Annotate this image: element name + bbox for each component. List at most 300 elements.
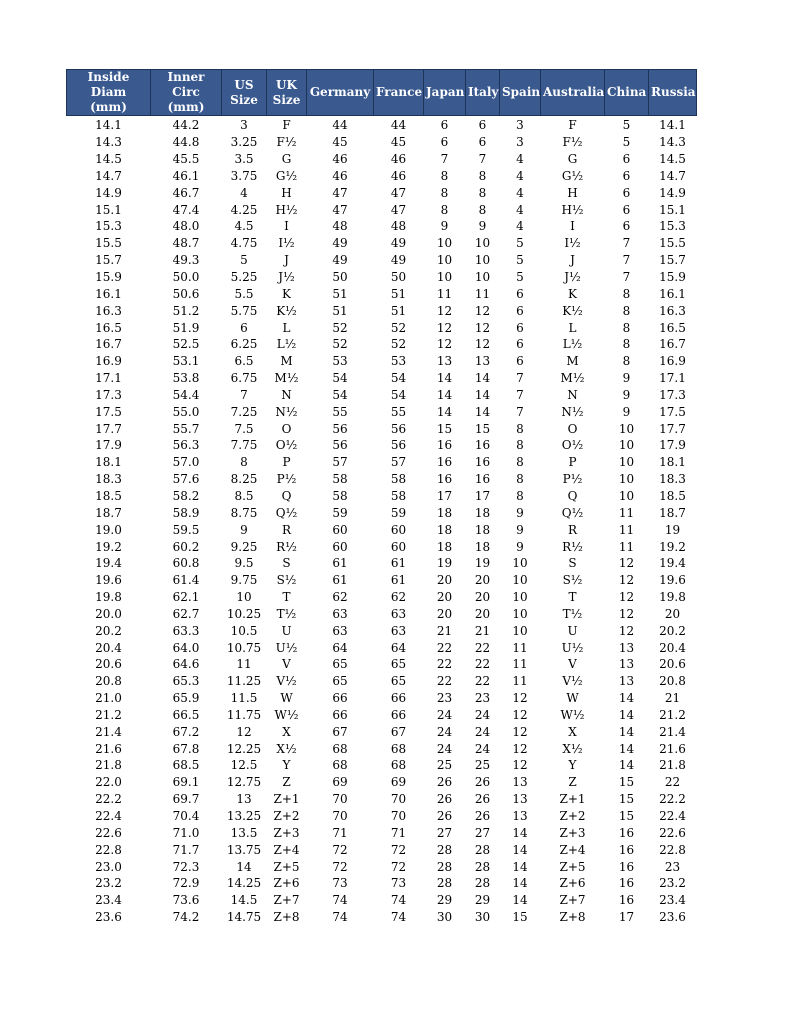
table-cell: 16 [618,893,635,908]
table-cell: 64 [332,640,348,655]
column-header-label: Japan [426,85,465,99]
table-cell: 14 [436,387,453,402]
table-row [67,538,697,555]
table-cell: 8 [516,488,524,503]
table-cell: 10 [436,253,453,268]
table-cell: 20.8 [95,674,122,689]
table-cell: 7 [240,387,248,402]
table-cell: 71 [390,825,407,840]
table-cell: L½ [276,337,297,352]
table-cell: S½ [562,573,583,588]
table-cell: 25 [474,758,491,773]
table-cell: 15.9 [659,270,686,285]
table-cell: 66.5 [172,707,200,722]
table-cell: 5 [516,253,524,268]
table-cell: 18 [436,539,453,554]
table-cell: 16 [436,472,453,487]
table-cell: 21.8 [659,758,686,773]
table-cell: 21.0 [95,691,122,706]
table-cell: N [567,387,578,402]
table-cell: 68.5 [172,758,200,773]
table-cell: 19.6 [659,573,686,588]
table-cell: 72.3 [172,859,200,874]
table-cell: 17 [474,488,491,503]
table-cell: 61.4 [172,573,200,588]
table-cell: 70 [332,809,348,824]
table-cell: 5 [240,253,248,268]
table-cell: 55 [332,404,348,419]
table-cell: 50 [332,270,348,285]
table-cell: 72 [390,859,407,874]
table-cell: 63.3 [172,623,200,638]
table-row [67,201,697,218]
table-cell: 12 [618,556,635,571]
table-cell: 23 [664,859,681,874]
table-cell: 21.2 [659,707,686,722]
table-cell: 68 [332,741,348,756]
table-cell: 58.9 [172,505,200,520]
table-cell: 18 [474,522,491,537]
table-cell: Z+7 [559,893,586,908]
table-cell: 7 [516,371,524,386]
table-cell: 8.75 [230,505,258,520]
table-cell: 22 [436,640,453,655]
table-cell: Z+1 [273,792,300,807]
column-header-label: Russia [651,85,696,99]
table-cell: W [280,691,293,706]
table-cell: 11 [512,674,528,689]
table-cell: 3.25 [230,135,258,150]
table-cell: 19.6 [95,573,122,588]
table-cell: 56 [332,421,348,436]
table-cell: 13 [436,354,453,369]
table-cell: 16 [436,438,453,453]
table-cell: 69.1 [172,775,200,790]
table-cell: 28 [474,859,491,874]
table-cell: 72 [332,859,348,874]
table-cell: 52 [390,337,407,352]
table-cell: 71 [332,825,348,840]
table-cell: 27 [474,825,491,840]
table-cell: V [282,657,291,672]
table-cell: 74.2 [172,910,200,925]
table-cell: 23 [436,691,453,706]
column-header-label: Inner Circ [167,70,205,99]
table-cell: 14.9 [659,185,686,200]
table-cell: 24 [474,707,491,722]
table-cell: 64.0 [172,640,200,655]
table-cell: 19.4 [95,556,122,571]
table-cell: 51 [332,303,348,318]
table-cell: 4 [516,168,524,183]
table-cell: 4.5 [234,219,254,234]
table-cell: 68 [332,758,348,773]
table-cell: F½ [562,135,583,150]
table-cell: R [281,522,292,537]
table-cell: 6 [478,118,487,133]
table-cell: 20 [474,606,491,621]
table-cell: 14 [512,842,528,857]
column-header-label: Inside Diam [87,70,130,99]
table-cell: 14.3 [659,135,686,150]
table-cell: 19 [474,556,491,571]
table-cell: 16.1 [95,286,122,301]
table-cell: 23 [474,691,491,706]
table-cell: 21 [436,623,453,638]
table-row [67,589,697,606]
table-cell: 74 [390,893,407,908]
table-cell: 9 [516,522,524,537]
table-cell: 14.75 [226,910,262,925]
table-cell: 10 [618,438,635,453]
column-header [424,70,466,116]
table-cell: 66 [332,691,348,706]
table-cell: 10 [618,455,635,470]
table-cell: 14 [618,741,635,756]
table-cell: 61 [332,573,348,588]
table-cell: 28 [474,876,491,891]
table-cell: 8 [516,472,524,487]
table-row [67,673,697,690]
table-cell: 8 [478,168,487,183]
table-cell: O [567,421,578,436]
table-cell: 16 [474,455,491,470]
table-cell: P [282,455,291,470]
table-cell: Q [567,488,578,503]
table-row [67,656,697,673]
table-cell: 22.6 [659,825,686,840]
table-cell: 62 [390,590,407,605]
table-cell: 18 [474,539,491,554]
table-cell: 65.9 [172,691,200,706]
table-cell: 6 [516,320,524,335]
table-cell: 46 [390,168,407,183]
table-cell: Z+6 [559,876,586,891]
table-cell: 14 [474,371,491,386]
table-cell: 4 [240,185,248,200]
column-header-label: Germany [309,85,371,99]
table-cell: 5.25 [230,270,258,285]
table-cell: 24 [474,724,491,739]
table-cell: 17.5 [95,404,122,419]
table-cell: 13.25 [226,809,262,824]
column-header-label: France [376,85,423,99]
table-cell: 59 [390,505,407,520]
table-cell: L½ [562,337,583,352]
table-cell: O½ [561,438,584,453]
table-cell: 22.0 [95,775,122,790]
table-cell: 14 [512,825,528,840]
table-cell: 7.75 [230,438,258,453]
table-cell: 44.8 [172,135,200,150]
table-row [67,353,697,370]
table-cell: 46 [390,152,407,167]
table-cell: U [281,623,292,638]
table-row [67,134,697,151]
table-row [67,690,697,707]
table-cell: 60 [332,522,348,537]
table-cell: 8 [440,185,449,200]
table-cell: 14.1 [95,118,122,133]
table-cell: 69 [390,775,407,790]
table-cell: 22.4 [659,809,686,824]
table-cell: 11.5 [230,691,258,706]
table-cell: 74 [332,910,348,925]
table-cell: 22 [474,657,491,672]
table-cell: 58.2 [172,488,200,503]
table-cell: X [568,724,577,739]
column-header [541,70,605,116]
table-cell: 20.2 [659,623,686,638]
table-cell: 63 [390,606,407,621]
table-cell: G½ [275,168,298,183]
table-row [67,235,697,252]
table-cell: 8 [478,185,487,200]
table-row [67,892,697,909]
table-cell: 14 [618,691,635,706]
table-cell: 53 [390,354,407,369]
table-cell: M [280,354,293,369]
table-cell: 7 [516,387,524,402]
table-cell: 66 [390,707,407,722]
table-cell: 12 [436,303,453,318]
table-cell: 6 [478,135,487,150]
table-cell: 15.1 [95,202,122,217]
table-cell: 11.25 [226,674,262,689]
table-cell: 72 [332,842,348,857]
table-cell: 8 [622,354,631,369]
table-cell: H½ [275,202,298,217]
table-cell: 58 [390,472,407,487]
table-cell: L [282,320,291,335]
table-cell: F [282,118,291,133]
table-cell: 7 [440,152,449,167]
table-cell: 16.3 [659,303,686,318]
table-cell: 44 [332,118,348,133]
table-cell: Z [568,775,577,790]
table-cell: 51 [390,303,407,318]
table-cell: 19.0 [95,522,122,537]
table-cell: 65.3 [172,674,200,689]
table-cell: I½ [564,236,581,251]
table-cell: J [570,253,575,268]
table-cell: 14.9 [95,185,122,200]
table-cell: 47 [332,202,348,217]
table-cell: 6 [622,219,631,234]
table-cell: 73.6 [172,893,200,908]
table-cell: 26 [474,809,491,824]
table-cell: 12 [436,320,453,335]
table-cell: 26 [436,775,453,790]
table-cell: 11 [436,286,453,301]
table-cell: 51.9 [172,320,200,335]
table-cell: 20.0 [95,606,122,621]
table-row [67,824,697,841]
table-cell: J [284,253,289,268]
table-cell: 15 [618,775,635,790]
table-cell: 20 [474,590,491,605]
table-cell: 12 [474,337,491,352]
table-cell: 50.6 [172,286,200,301]
table-cell: 8 [240,455,248,470]
table-cell: 18.1 [95,455,122,470]
table-cell: 22 [436,657,453,672]
table-cell: 6 [516,303,524,318]
table-cell: 15.5 [95,236,122,251]
table-cell: Z+5 [273,859,300,874]
table-cell: 74 [332,893,348,908]
table-cell: 9.5 [234,556,254,571]
table-cell: 26 [474,792,491,807]
table-cell: 26 [474,775,491,790]
table-header-row [67,70,697,116]
table-cell: 14.3 [95,135,122,150]
table-cell: 66 [332,707,348,722]
table-cell: 24 [436,741,453,756]
table-cell: 6 [440,135,449,150]
table-cell: 10 [436,236,453,251]
table-cell: 3 [240,118,248,133]
table-cell: K½ [562,303,583,318]
table-row [67,858,697,875]
table-cell: T½ [276,606,297,621]
table-cell: 67 [390,724,407,739]
table-row [67,454,697,471]
table-cell: 11.75 [226,707,262,722]
table-cell: J½ [278,270,295,285]
table-row [67,639,697,656]
table-row [67,387,697,404]
table-cell: 8 [622,303,631,318]
table-cell: 23.4 [95,893,122,908]
table-cell: 17 [618,910,635,925]
table-cell: 19.4 [659,556,686,571]
table-cell: 12 [618,590,635,605]
table-cell: 12 [436,337,453,352]
table-cell: N [281,387,292,402]
table-cell: 16 [618,825,635,840]
column-header-label: Size [230,92,258,107]
table-cell: 22.2 [659,792,686,807]
table-cell: 52.5 [172,337,200,352]
table-cell: 6 [622,185,631,200]
table-cell: 14 [474,387,491,402]
table-cell: X½ [276,741,297,756]
table-cell: 15 [512,910,528,925]
table-cell: 14 [618,724,635,739]
table-cell: 60 [390,522,407,537]
table-cell: 11 [236,657,252,672]
table-cell: 18.7 [95,505,122,520]
table-cell: 53.8 [172,371,200,386]
table-cell: U [567,623,578,638]
table-cell: 52 [390,320,407,335]
table-cell: 14 [512,876,528,891]
table-cell: 50 [390,270,407,285]
table-cell: 4 [516,219,524,234]
table-cell: K [568,286,577,301]
table-cell: 12 [474,303,491,318]
table-cell: 18.5 [659,488,686,503]
table-cell: 27 [436,825,453,840]
table-cell: 46 [332,152,348,167]
table-cell: 63 [332,623,348,638]
table-cell: 8.25 [230,472,258,487]
table-cell: 5 [622,118,631,133]
table-cell: 55 [390,404,407,419]
table-cell: L [568,320,577,335]
table-row [67,791,697,808]
table-cell: 14 [512,859,528,874]
table-cell: Y [568,758,577,773]
table-cell: 13 [512,775,528,790]
table-cell: 19 [436,556,453,571]
column-header [67,70,151,116]
table-cell: 21 [664,691,681,706]
table-cell: 20.8 [659,674,686,689]
table-cell: 49 [332,236,348,251]
table-cell: 49.3 [172,253,200,268]
table-cell: 16 [474,472,491,487]
table-cell: 6 [516,286,524,301]
table-cell: 47 [332,185,348,200]
table-cell: 72.9 [172,876,200,891]
table-cell: 16.5 [95,320,122,335]
table-cell: 24 [474,741,491,756]
table-cell: 15 [618,792,635,807]
table-cell: 69 [332,775,348,790]
table-cell: 13 [618,657,635,672]
table-cell: 10 [474,253,491,268]
table-cell: 48.7 [172,236,200,251]
table-cell: V½ [562,674,583,689]
table-cell: 58 [332,488,348,503]
table-cell: 20 [436,606,453,621]
table-cell: 7.5 [234,421,254,436]
table-cell: H [567,185,578,200]
table-cell: 19.2 [659,539,686,554]
table-cell: 57.0 [172,455,200,470]
table-cell: 44.2 [172,118,200,133]
table-cell: 9 [516,505,524,520]
table-cell: 44 [390,118,407,133]
table-row [67,116,697,134]
table-cell: 14 [236,859,252,874]
table-cell: 20 [664,606,681,621]
table-cell: 55.0 [172,404,200,419]
table-cell: 23.2 [659,876,686,891]
table-cell: 68 [390,741,407,756]
table-cell: Z+4 [273,842,300,857]
table-cell: 12.5 [230,758,258,773]
table-cell: 8 [622,337,631,352]
table-cell: 45 [332,135,348,150]
table-cell: 21.8 [95,758,122,773]
table-cell: 25 [436,758,453,773]
table-cell: 13 [618,640,635,655]
table-cell: 4 [516,202,524,217]
table-cell: O [281,421,292,436]
table-cell: 56 [332,438,348,453]
table-cell: 65 [390,657,407,672]
table-cell: 13 [474,354,491,369]
table-cell: 64.6 [172,657,200,672]
table-cell: 12 [236,724,252,739]
table-cell: 16.9 [659,354,686,369]
table-cell: 5 [516,270,524,285]
column-header [374,70,424,116]
column-header-label: Australia [543,85,605,99]
